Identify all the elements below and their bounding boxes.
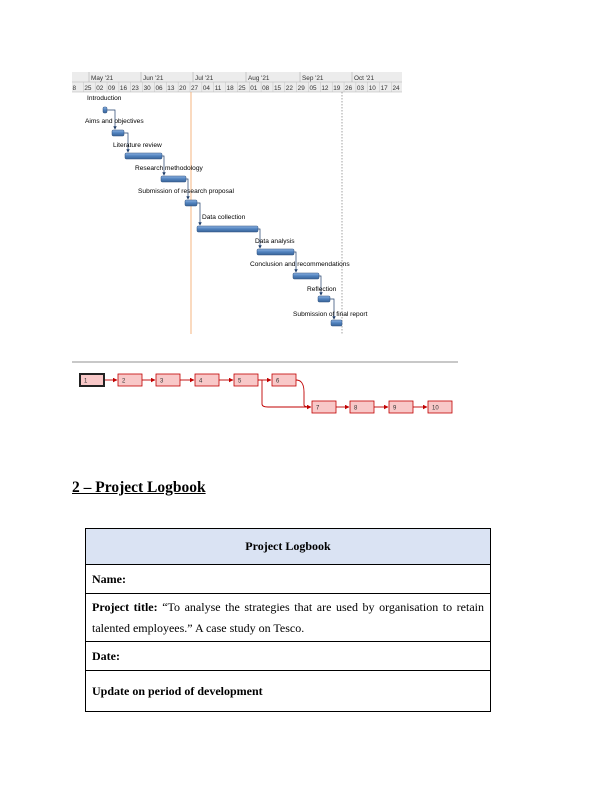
gantt-week-label: 16 xyxy=(119,85,128,92)
gantt-task-labels xyxy=(85,95,368,318)
project-title-value: “To analyse the strategies that are used by organisation to retain talented employees.” A case study on Tesco. xyxy=(92,599,484,635)
gantt-week-label: 11 xyxy=(214,85,222,92)
gantt-task-label: Data collection xyxy=(202,214,246,221)
gantt-task-label: Aims and objectives xyxy=(85,118,144,125)
gantt-task-label: Reflection xyxy=(307,286,337,293)
gantt-bar xyxy=(103,107,107,113)
gantt-chart xyxy=(72,72,402,334)
gantt-month-label: Sep '21 xyxy=(302,75,324,82)
gantt-week-label: 15 xyxy=(273,85,282,92)
logbook-date-row xyxy=(86,642,491,671)
network-node-label: 1 xyxy=(84,378,88,385)
network-node-label: 9 xyxy=(393,405,397,412)
gantt-week-label: 20 xyxy=(179,85,187,92)
gantt-bar xyxy=(318,296,330,302)
gantt-month-label: Oct '21 xyxy=(354,75,375,82)
gantt-week-label: 26 xyxy=(345,85,353,92)
gantt-task-label: Data analysis xyxy=(255,238,295,245)
gantt-bar xyxy=(185,200,197,206)
gantt-week-label: 29 xyxy=(297,85,305,92)
section-divider xyxy=(72,361,458,363)
gantt-week-label: 10 xyxy=(368,85,376,92)
gantt-week-label: 17 xyxy=(380,85,388,92)
network-link xyxy=(296,380,311,407)
project-title-label: Project title: xyxy=(92,599,158,614)
gantt-week-label: 24 xyxy=(392,85,400,92)
network-node-label: 3 xyxy=(160,378,164,385)
gantt-month-label: Jul '21 xyxy=(195,75,214,82)
network-node-label: 5 xyxy=(238,378,242,385)
gantt-week-label: 04 xyxy=(202,85,210,92)
gantt-task-label: Submission of research proposal xyxy=(138,188,235,195)
gantt-task-label: Research methodology xyxy=(135,165,203,172)
gantt-task-label: Conclusion and recommendations xyxy=(250,261,350,268)
gantt-week-label: 27 xyxy=(191,85,199,92)
gantt-week-label: 13 xyxy=(167,85,175,92)
gantt-bar xyxy=(293,273,319,279)
gantt-week-label: 25 xyxy=(238,85,246,92)
logbook-update-row xyxy=(86,671,491,712)
gantt-task-label: Literature review xyxy=(113,142,162,149)
network-diagram xyxy=(72,366,462,418)
gantt-month-label: Jun '21 xyxy=(143,75,164,82)
gantt-bar xyxy=(161,176,186,182)
name-label: Name: xyxy=(92,571,126,586)
gantt-week-label: 05 xyxy=(309,85,317,92)
gantt-task-label: Introduction xyxy=(87,95,122,102)
gantt-bar xyxy=(125,153,162,159)
project-logbook-table xyxy=(85,528,491,712)
gantt-week-label: 19 xyxy=(333,85,341,92)
gantt-week-label: 09 xyxy=(108,85,116,92)
gantt-week-label: 23 xyxy=(131,85,139,92)
gantt-week-label: 30 xyxy=(143,85,151,92)
network-node-label: 6 xyxy=(276,378,280,385)
logbook-project-title-row xyxy=(86,594,491,642)
gantt-bar xyxy=(197,226,258,232)
network-node-label: 8 xyxy=(354,405,358,412)
gantt-week-label: 08 xyxy=(262,85,270,92)
date-label: Date: xyxy=(92,648,120,663)
gantt-week-label: 02 xyxy=(96,85,104,92)
gantt-month-label: Aug '21 xyxy=(248,75,270,82)
gantt-bar xyxy=(112,130,124,136)
gantt-week-label: 03 xyxy=(356,85,365,92)
network-node-label: 2 xyxy=(122,378,126,385)
gantt-week-label: 8 xyxy=(72,85,77,92)
gantt-bar xyxy=(331,320,342,326)
gantt-week-label: 22 xyxy=(285,85,293,92)
logbook-name-row xyxy=(86,565,491,594)
gantt-week-label: 12 xyxy=(321,85,329,92)
network-node-label: 10 xyxy=(432,405,439,412)
gantt-month-label: May '21 xyxy=(91,75,114,82)
gantt-week-label: 18 xyxy=(226,85,234,92)
section-heading: 2 – Project Logbook xyxy=(72,479,206,496)
network-node-label: 4 xyxy=(199,378,203,385)
gantt-week-label: 06 xyxy=(155,85,163,92)
gantt-week-label: 25 xyxy=(84,85,92,92)
update-label: Update on period of development xyxy=(92,683,263,698)
gantt-week-label: 01 xyxy=(250,85,258,92)
gantt-link xyxy=(197,203,200,225)
network-node-label: 7 xyxy=(316,405,320,412)
gantt-bar xyxy=(257,249,294,255)
network-links xyxy=(104,380,427,407)
logbook-title: Project Logbook xyxy=(86,529,491,565)
gantt-task-label: Submission of final report xyxy=(293,311,368,318)
